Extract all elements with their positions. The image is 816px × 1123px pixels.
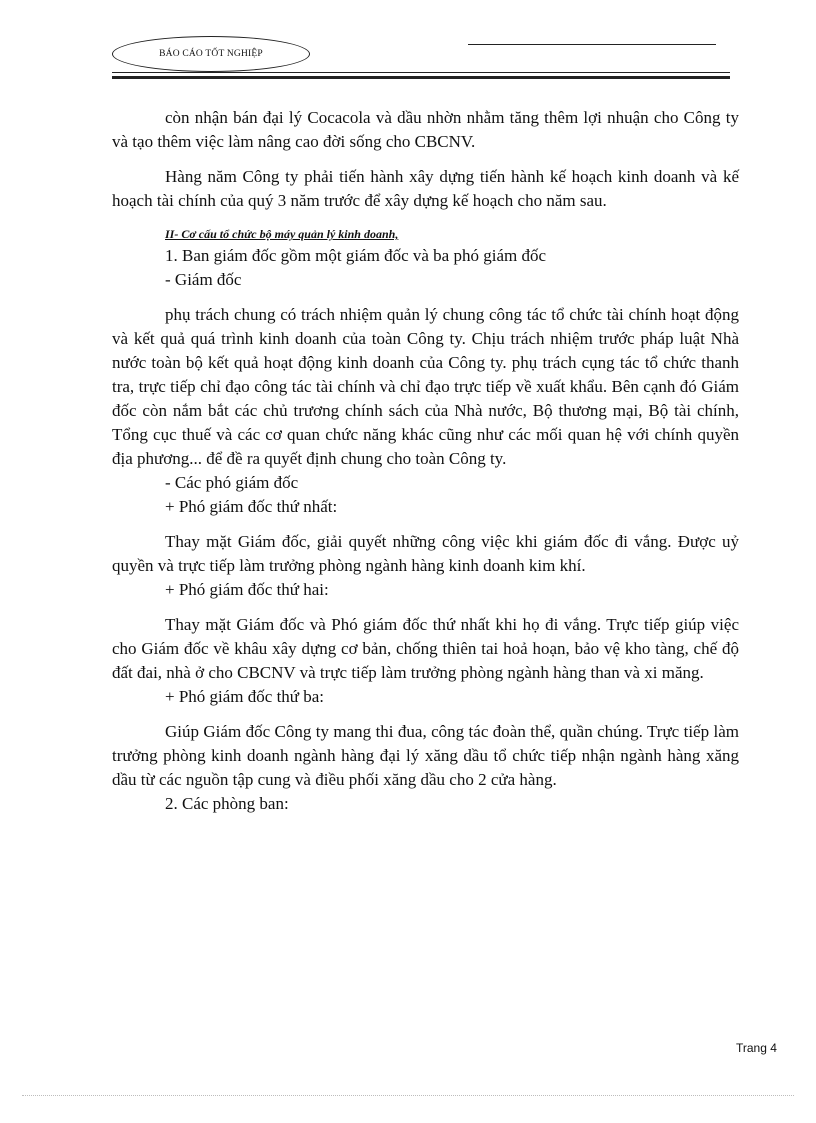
list-item-board: 1. Ban giám đốc gồm một giám đốc và ba phó giám đốc (165, 246, 547, 265)
deputy-first-duties: Thay mặt Giám đốc, giải quyết những công việc khi giám đốc đi vắng. Được uỷ quyền và trực tiếp làm trưởng phòng ngành hàng kinh doanh kim khí. (112, 532, 739, 575)
page-number: Trang 4 (736, 1041, 777, 1055)
section-heading: II- Cơ cấu tổ chức bộ máy quản lý kinh doanh, (165, 227, 399, 241)
list-item-director: - Giám đốc (165, 270, 242, 289)
deputy-first-label: + Phó giám đốc thứ nhất: (165, 497, 338, 516)
paragraph-annual-plan: Hàng năm Công ty phải tiến hành xây dựng tiến hành kế hoạch kinh doanh và kế hoạch tài chính của quý 3 năm trước để xây dựng kế hoạch cho năm sau. (112, 167, 739, 210)
header-rule-thin (112, 72, 730, 73)
deputy-second-label: + Phó giám đốc thứ hai: (165, 580, 329, 599)
deputy-third-duties: Giúp Giám đốc Công ty mang thi đua, công tác đoàn thể, quần chúng. Trực tiếp làm trưởng phòng kinh doanh ngành hàng đại lý xăng dầu tổ chức tiếp nhận ngành hàng xăng dầu từ các nguồn tập cung và điều phối xăng dầu cho 2 cửa hàng. (112, 722, 739, 789)
footer-dotted-line (22, 1095, 794, 1096)
list-item-departments: 2. Các phòng ban: (165, 794, 289, 813)
paragraph-intro: còn nhận bán đại lý Cocacola và dầu nhờn nhằm tăng thêm lợi nhuận cho Công ty và tạo thêm việc làm nâng cao đời sống cho CBCNV. (112, 108, 739, 151)
report-title-oval (112, 36, 310, 72)
list-item-deputies: - Các phó giám đốc (165, 473, 299, 492)
deputy-third-label: + Phó giám đốc thứ ba: (165, 687, 325, 706)
body-text (112, 106, 739, 816)
header-top-line (468, 44, 716, 45)
paragraph-director-duties: phụ trách chung có trách nhiệm quản lý chung công tác tổ chức tài chính hoạt động và kết quả quá trình kinh doanh của toàn Công ty. Chịu trách nhiệm trước pháp luật Nhà nước toàn bộ kết quả hoạt động kinh doanh của Công ty. phụ trách cụng tác tổ chức thanh tra, trực tiếp chỉ đạo công tác tài chính và chỉ đạo trực tiếp về xuất khẩu. Bên cạnh đó Giám đốc còn nắm bắt các chủ trương chính sách của Nhà nước, Bộ thương mại, Bộ tài chính, Tổng cục thuế và các cơ quan chức năng khác cũng như các mối quan hệ với chính quyền địa phương... để đề ra quyết định chung cho toàn Công ty. (112, 305, 739, 468)
report-title: BÁO CÁO TỐT NGHIỆP (159, 49, 263, 59)
header-rule-thick (112, 76, 730, 79)
deputy-second-duties: Thay mặt Giám đốc và Phó giám đốc thứ nhất khi họ đi vắng. Trực tiếp giúp việc cho Giám đốc về khâu xây dựng cơ bản, chống thiên tai hoả hoạn, bảo vệ kho tàng, chế độ đất đai, nhà ở cho CBCNV và trực tiếp làm trưởng phòng ngành hàng than và xi măng. (112, 615, 739, 682)
